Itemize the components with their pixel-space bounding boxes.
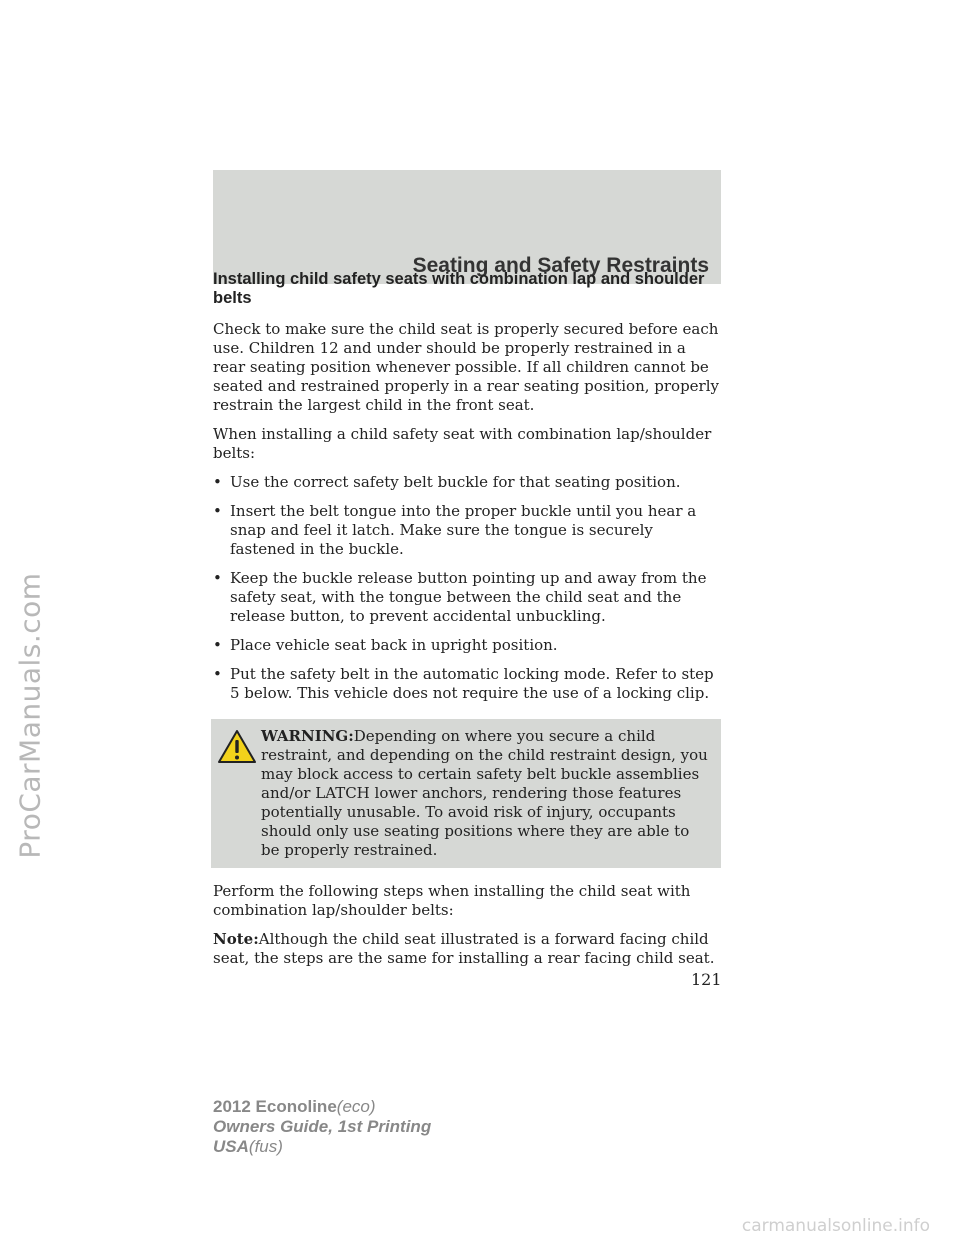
note-label: Note:	[213, 930, 259, 948]
watermark-text: ProCarManuals.com	[13, 571, 47, 859]
section-title: Seating and Safety Restraints	[412, 254, 709, 277]
steps-intro: Perform the following steps when installing the child seat with combination lap/shoulder belts:	[213, 882, 691, 919]
bullet-icon: •	[213, 665, 222, 683]
bullet-icon: •	[213, 502, 222, 520]
bullet-list	[213, 473, 719, 703]
warning-label: WARNING:	[261, 727, 354, 745]
warning-text	[213, 727, 709, 860]
site-watermark: carmanualsonline.info	[741, 1216, 930, 1236]
list-item	[213, 569, 719, 626]
footer-market: USA	[213, 1137, 249, 1156]
lead-paragraph: When installing a child safety seat with combination lap/shoulder belts:	[213, 425, 712, 462]
note-paragraph	[213, 930, 719, 968]
list-item	[213, 665, 719, 703]
footer	[213, 1097, 431, 1157]
note-text: Although the child seat illustrated is a forward facing child seat, the steps are the same for installing a rear facing child seat.	[213, 930, 715, 967]
watermark	[12, 500, 48, 930]
list-item	[213, 473, 719, 492]
footer-model-code: (eco)	[336, 1097, 376, 1116]
list-item	[213, 636, 719, 655]
footer-line-3	[213, 1137, 431, 1157]
footer-model-year: 2012 Econoline	[213, 1097, 337, 1116]
intro-paragraph: Check to make sure the child seat is properly secured before each use. Children 12 and under should be properly restrained in a rear seating position whenever possible. If all children cannot be seated and restrained properly in a rear seating position, properly restrain the largest child in the front seat.	[213, 320, 719, 414]
list-item-text: Keep the buckle release button pointing up and away from the safety seat, with the tongue between the child seat and the release button, to prevent accidental unbuckling.	[230, 569, 707, 625]
page-number: 121	[691, 970, 722, 989]
warning-body: Depending on where you secure a child restraint, and depending on the child restraint design, you may block access to certain safety belt buckle assemblies and/or LATCH lower anchors, rendering those features potentially unusable. To avoid risk of injury, occupants should only use seating positions where they are able to be properly restrained.	[261, 727, 708, 859]
list-item-text: Put the safety belt in the automatic locking mode. Refer to step 5 below. This vehicle does not require the use of a locking clip.	[230, 665, 714, 702]
footer-line-1	[213, 1097, 431, 1117]
list-item-text: Use the correct safety belt buckle for that seating position.	[230, 473, 681, 491]
bullet-icon: •	[213, 636, 222, 654]
section-heading: Installing child safety seats with combination lap and shoulder belts	[213, 270, 705, 307]
bullet-icon: •	[213, 473, 222, 491]
warning-triangle-icon	[217, 729, 257, 765]
warning-box	[211, 719, 721, 868]
list-item	[213, 502, 719, 559]
footer-guide: Owners Guide, 1st Printing	[213, 1117, 432, 1136]
header-band	[213, 170, 721, 284]
bullet-icon: •	[213, 569, 222, 587]
page-content	[213, 270, 719, 978]
list-item-text: Place vehicle seat back in upright position.	[230, 636, 558, 654]
list-item-text: Insert the belt tongue into the proper buckle until you hear a snap and feel it latch. Make sure the tongue is securely fastened in the buckle.	[230, 502, 697, 558]
footer-market-code: (fus)	[248, 1137, 283, 1156]
